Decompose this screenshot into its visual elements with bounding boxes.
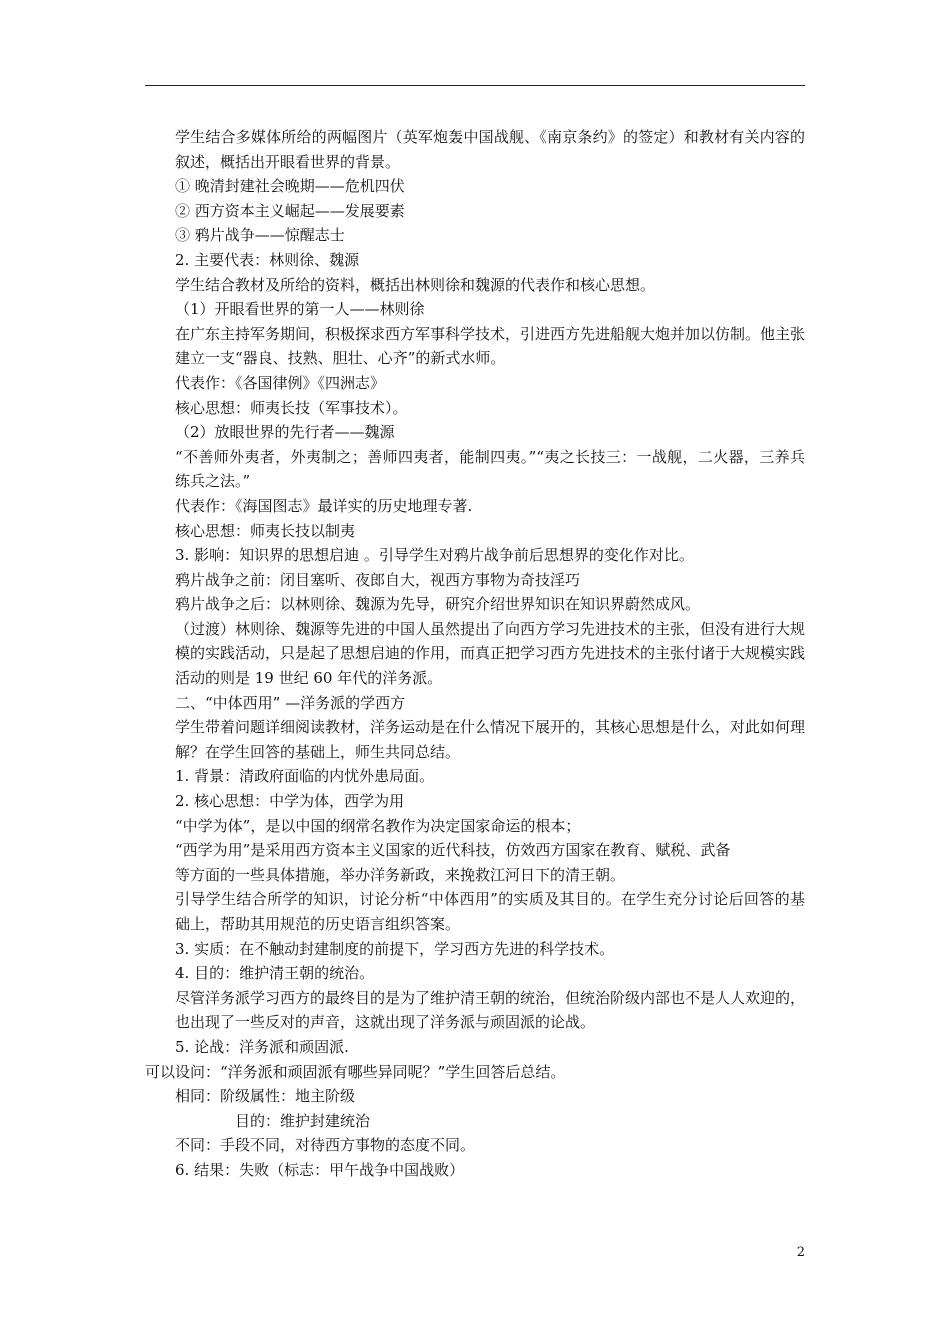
- paragraph: 2. 主要代表：林则徐、魏源: [175, 250, 360, 269]
- paragraph: 1. 背景：清政府面临的内忧外患局面。: [175, 767, 435, 786]
- paragraph: 学生结合多媒体所给的两幅图片（英军炮轰中国战舰、《南京条约》的签定）和教材有关内容的叙述，概括出开眼看世界的背景。: [175, 128, 805, 171]
- paragraph: ② 西方资本主义崛起——发展要素: [175, 201, 405, 220]
- page-number: 2: [796, 1245, 805, 1260]
- paragraph: 核心思想：师夷长技（军事技术）。: [175, 398, 408, 417]
- paragraph: （2）放眼世界的先行者——魏源: [175, 423, 395, 442]
- paragraph: 代表作：《各国律例》《四洲志》: [175, 373, 386, 392]
- paragraph: 5. 论战：洋务派和顽固派.: [175, 1037, 349, 1056]
- paragraph: 6. 结果：失败（标志：甲午战争中国战败）: [175, 1160, 465, 1179]
- paragraph: 二、“中体西用” —洋务派的学西方: [175, 693, 406, 712]
- paragraph: 代表作：《海国图志》最详实的历史地理专著.: [175, 496, 473, 515]
- paragraph: 等方面的一些具体措施，举办洋务新政，来挽救江河日下的清王朝。: [175, 865, 626, 884]
- paragraph: 相同：阶级属性：地主阶级: [175, 1087, 356, 1106]
- paragraph: “不善师外夷者，外夷制之；善师四夷者，能制四夷。”“夷之长技三：一战舰，二火器，三养兵练兵之法。”: [175, 447, 805, 491]
- paragraph: “西学为用”是采用西方资本主义国家的近代科技，仿效西方国家在教育、赋税、武备: [175, 841, 731, 860]
- paragraph: 鸦片战争之前：闭目塞听、夜郎自大，视西方事物为奇技淫巧: [175, 570, 581, 589]
- paragraph: 不同：手段不同，对待西方事物的态度不同。: [175, 1136, 476, 1155]
- paragraph: “中学为体”，是以中国的纲常名教作为决定国家命运的根本；: [175, 816, 581, 835]
- paragraph: 引导学生结合所学的知识，讨论分析“中体西用”的实质及其目的。在学生充分讨论后回答的基础上，帮助其用规范的历史语言组织答案。: [175, 890, 805, 933]
- paragraph: 尽管洋务派学习西方的最终目的是为了维护清王朝的统治，但统治阶级内部也不是人人欢迎的，也出现了一些反对的声音，这就出现了洋务派与顽固派的论战。: [175, 988, 806, 1032]
- paragraph: 可以设问：“洋务派和顽固派有哪些异同呢？”学生回答后总结。: [145, 1062, 566, 1081]
- header-rule: [145, 85, 805, 86]
- paragraph: 鸦片战争之后：以林则徐、魏源为先导，研究介绍世界知识在知识界蔚然成风。: [175, 595, 701, 614]
- paragraph: ③ 鸦片战争——惊醒志士: [175, 226, 345, 245]
- document-body: [145, 125, 805, 1183]
- paragraph: ① 晚清封建社会晚期——危机四伏: [175, 177, 405, 196]
- paragraph: 2. 核心思想：中学为体，西学为用: [175, 792, 405, 811]
- paragraph: 3. 实质：在不触动封建制度的前提下，学习西方先进的科学技术。: [175, 939, 615, 958]
- paragraph: 学生带着问题详细阅读教材，洋务运动是在什么情况下展开的，其核心思想是什么，对此如何理解？在学生回答的基础上，师生共同总结。: [175, 718, 806, 761]
- paragraph: 4. 目的：维护清王朝的统治。: [175, 964, 375, 983]
- paragraph: 核心思想：师夷长技以制夷: [175, 521, 356, 540]
- paragraph: 学生结合教材及所给的资料，概括出林则徐和魏源的代表作和核心思想。: [175, 275, 656, 294]
- paragraph: 在广东主持军务期间，积极探求西方军事科学技术，引进西方先进船舰大炮并加以仿制。他主张建立一支“器良、技熟、胆壮、心齐”的新式水师。: [175, 324, 806, 368]
- paragraph: （过渡）林则徐、魏源等先进的中国人虽然提出了向西方学习先进技术的主张，但没有进行大规模的实践活动，只是起了思想启迪的作用，而真正把学习西方先进技术的主张付诸于大规模实践活动的则是 19 世纪 60 年代的洋务派。: [175, 619, 806, 688]
- paragraph: （1）开眼看世界的第一人——林则徐: [175, 300, 425, 319]
- paragraph: 目的：维护封建统治: [235, 1111, 371, 1130]
- paragraph: 3. 影响：知识界的思想启迪 。引导学生对鸦片战争前后思想界的变化作对比。: [175, 546, 694, 565]
